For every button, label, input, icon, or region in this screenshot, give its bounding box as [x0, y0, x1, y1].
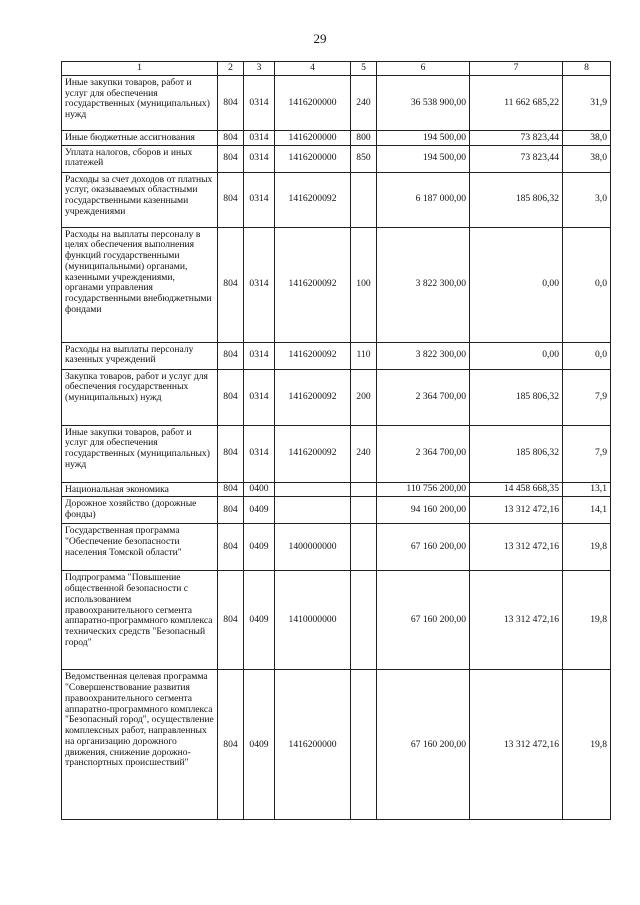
cell-executed: 185 806,32: [470, 369, 563, 425]
cell-executed: 185 806,32: [470, 425, 563, 482]
cell-target-code: 1416200000: [275, 131, 351, 146]
cell-expense-type: 240: [351, 425, 377, 482]
cell-percent: 0,0: [563, 342, 611, 369]
cell-executed: 13 312 472,16: [470, 571, 563, 670]
cell-ministry-code: 804: [218, 369, 244, 425]
cell-target-code: 1416200092: [275, 172, 351, 227]
cell-ministry-code: 804: [218, 227, 244, 342]
header-cell: 2: [218, 62, 244, 76]
table-row: [62, 145, 611, 172]
row-name: Уплата налогов, сборов и иных платежей: [62, 145, 218, 172]
cell-target-code: 1416200092: [275, 342, 351, 369]
cell-planned: 194 500,00: [377, 145, 470, 172]
table-row: [62, 497, 611, 524]
cell-percent: 19,8: [563, 571, 611, 670]
cell-section-code: 0314: [244, 131, 275, 146]
cell-expense-type: [351, 172, 377, 227]
cell-expense-type: 850: [351, 145, 377, 172]
header-cell: 1: [62, 62, 218, 76]
cell-target-code: 1416200000: [275, 76, 351, 131]
cell-expense-type: 200: [351, 369, 377, 425]
cell-expense-type: [351, 482, 377, 497]
cell-expense-type: [351, 524, 377, 571]
cell-percent: 19,8: [563, 524, 611, 571]
table-row: [62, 369, 611, 425]
cell-planned: 3 822 300,00: [377, 342, 470, 369]
budget-table: [61, 61, 611, 820]
cell-planned: 94 160 200,00: [377, 497, 470, 524]
table-row: [62, 342, 611, 369]
cell-ministry-code: 804: [218, 524, 244, 571]
cell-executed: 73 823,44: [470, 145, 563, 172]
cell-expense-type: 110: [351, 342, 377, 369]
cell-target-code: 1416200000: [275, 670, 351, 820]
cell-expense-type: [351, 571, 377, 670]
cell-executed: 14 458 668,35: [470, 482, 563, 497]
cell-percent: 3,0: [563, 172, 611, 227]
row-name: Подпрограмма "Повышение общественной безопасности с использованием правоохранительного сегмента аппаратно-программного комплекса технических средств "Безопасный город": [62, 571, 218, 670]
cell-planned: 6 187 000,00: [377, 172, 470, 227]
row-name: Расходы за счет доходов от платных услуг, оказываемых областными государственными казенными учреждениями: [62, 172, 218, 227]
cell-planned: 2 364 700,00: [377, 425, 470, 482]
cell-percent: 31,9: [563, 76, 611, 131]
cell-target-code: 1416200000: [275, 145, 351, 172]
cell-executed: 11 662 685,22: [470, 76, 563, 131]
cell-percent: 14,1: [563, 497, 611, 524]
header-cell: 5: [351, 62, 377, 76]
table-row: [62, 172, 611, 227]
cell-planned: 3 822 300,00: [377, 227, 470, 342]
cell-target-code: 1410000000: [275, 571, 351, 670]
row-name: Закупка товаров, работ и услуг для обеспечения государственных (муниципальных) нужд: [62, 369, 218, 425]
cell-ministry-code: 804: [218, 497, 244, 524]
cell-ministry-code: 804: [218, 670, 244, 820]
header-cell: 8: [563, 62, 611, 76]
cell-planned: 67 160 200,00: [377, 524, 470, 571]
table-row: [62, 524, 611, 571]
cell-section-code: 0314: [244, 425, 275, 482]
cell-section-code: 0409: [244, 670, 275, 820]
cell-section-code: 0314: [244, 369, 275, 425]
cell-target-code: 1416200092: [275, 369, 351, 425]
cell-planned: 110 756 200,00: [377, 482, 470, 497]
cell-ministry-code: 804: [218, 571, 244, 670]
cell-executed: 13 312 472,16: [470, 497, 563, 524]
table-row: [62, 227, 611, 342]
row-name: Расходы на выплаты персоналу казенных учреждений: [62, 342, 218, 369]
cell-planned: 194 500,00: [377, 131, 470, 146]
row-name: Национальная экономика: [62, 482, 218, 497]
cell-ministry-code: 804: [218, 425, 244, 482]
row-name: Иные бюджетные ассигнования: [62, 131, 218, 146]
header-cell: 6: [377, 62, 470, 76]
cell-percent: 13,1: [563, 482, 611, 497]
cell-executed: 0,00: [470, 342, 563, 369]
cell-executed: 0,00: [470, 227, 563, 342]
cell-ministry-code: 804: [218, 482, 244, 497]
cell-section-code: 0409: [244, 497, 275, 524]
row-name: Государственная программа "Обеспечение безопасности населения Томской области": [62, 524, 218, 571]
cell-section-code: 0314: [244, 342, 275, 369]
table-row: [62, 425, 611, 482]
cell-expense-type: [351, 497, 377, 524]
page-number: 29: [313, 31, 327, 46]
cell-expense-type: [351, 670, 377, 820]
cell-expense-type: 240: [351, 76, 377, 131]
cell-ministry-code: 804: [218, 76, 244, 131]
cell-percent: 0,0: [563, 227, 611, 342]
table-row: [62, 482, 611, 497]
cell-percent: 7,9: [563, 369, 611, 425]
cell-expense-type: 100: [351, 227, 377, 342]
header-cell: 7: [470, 62, 563, 76]
cell-target-code: [275, 497, 351, 524]
cell-section-code: 0314: [244, 145, 275, 172]
cell-ministry-code: 804: [218, 131, 244, 146]
table-row: [62, 571, 611, 670]
cell-ministry-code: 804: [218, 342, 244, 369]
table-row: [62, 131, 611, 146]
cell-planned: 67 160 200,00: [377, 571, 470, 670]
cell-executed: 73 823,44: [470, 131, 563, 146]
cell-target-code: 1416200092: [275, 425, 351, 482]
cell-section-code: 0314: [244, 76, 275, 131]
cell-section-code: 0409: [244, 524, 275, 571]
row-name: Иные закупки товаров, работ и услуг для обеспечения государственных (муниципальных) нужд: [62, 425, 218, 482]
cell-percent: 38,0: [563, 131, 611, 146]
cell-percent: 38,0: [563, 145, 611, 172]
cell-percent: 7,9: [563, 425, 611, 482]
cell-ministry-code: 804: [218, 145, 244, 172]
cell-target-code: 1416200092: [275, 227, 351, 342]
header-cell: 4: [275, 62, 351, 76]
cell-executed: 185 806,32: [470, 172, 563, 227]
cell-section-code: 0314: [244, 172, 275, 227]
row-name: Иные закупки товаров, работ и услуг для обеспечения государственных (муниципальных) нужд: [62, 76, 218, 131]
cell-expense-type: 800: [351, 131, 377, 146]
cell-executed: 13 312 472,16: [470, 670, 563, 820]
row-name: Дорожное хозяйство (дорожные фонды): [62, 497, 218, 524]
cell-ministry-code: 804: [218, 172, 244, 227]
row-name: Расходы на выплаты персоналу в целях обеспечения выполнения функций государственными (муниципальными) органами, казенными учреждениями, органами управления государственными внебюджетными фондами: [62, 227, 218, 342]
cell-section-code: 0400: [244, 482, 275, 497]
row-name: Ведомственная целевая программа "Совершенствование развития правоохранительного сегмента аппаратно-программного комплекса "Безопасный город", осуществление комплексных работ, направленных на организацию дорожного движения, снижение дорожно-транспортных происшествий": [62, 670, 218, 820]
cell-percent: 19,8: [563, 670, 611, 820]
cell-planned: 2 364 700,00: [377, 369, 470, 425]
cell-planned: 67 160 200,00: [377, 670, 470, 820]
cell-executed: 13 312 472,16: [470, 524, 563, 571]
cell-target-code: 1400000000: [275, 524, 351, 571]
table-header-row: [62, 62, 611, 76]
header-cell: 3: [244, 62, 275, 76]
table-row: [62, 670, 611, 820]
cell-section-code: 0314: [244, 227, 275, 342]
cell-planned: 36 538 900,00: [377, 76, 470, 131]
cell-section-code: 0409: [244, 571, 275, 670]
cell-target-code: [275, 482, 351, 497]
table-row: [62, 76, 611, 131]
